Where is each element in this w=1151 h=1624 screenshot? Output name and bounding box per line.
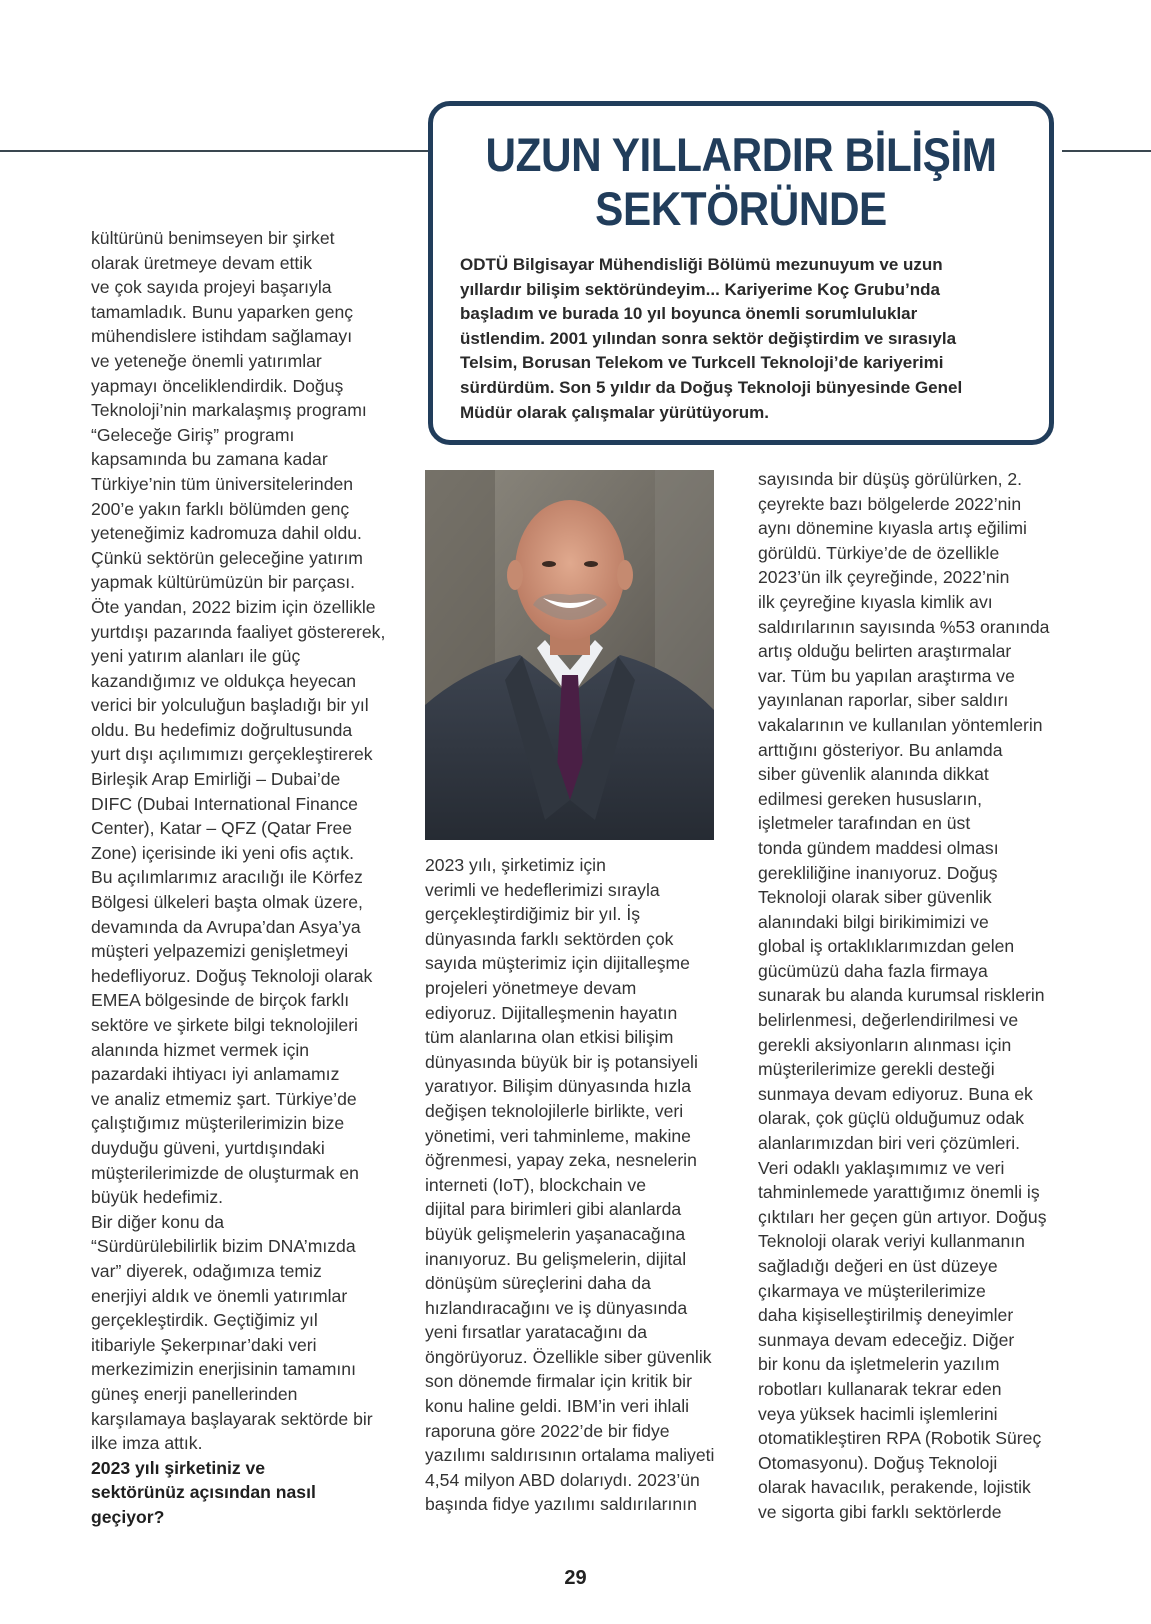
text-line: hedefliyoruz. Doğuş Teknoloji olarak: [91, 965, 373, 986]
text-line: sektörünüz açısından nasıl: [91, 1482, 316, 1503]
text-line: duyduğu güveni, yurtdışındaki: [91, 1137, 325, 1158]
text-line: son dönemde firmalar için kritik bir: [425, 1371, 692, 1392]
text-line: Teknoloji’nin markalaşmış programı: [91, 400, 367, 421]
text-line: sektöre ve şirkete bilgi teknolojileri: [91, 1015, 358, 1035]
text-line: müşteri yelpazemizi genişletmeyi: [91, 941, 349, 962]
text-line: ODTÜ Bilgisayar Mühendisliği Bölümü mezunuyum ve uzun: [460, 255, 943, 274]
text-line: gerçekleştirdik. Geçtiğimiz yıl: [91, 1310, 318, 1331]
text-line: verici bir yolculuğun başladığı bir yıl: [91, 695, 369, 716]
text-line: Bir diğer konu da: [91, 1211, 225, 1232]
text-column-1: [91, 226, 385, 1529]
text-line: pazardaki ihtiyacı iyi anlamamız: [91, 1064, 340, 1085]
text-line: veya yüksek hacimli işlemlerini: [758, 1403, 998, 1424]
text-line: oldu. Bu hedefimiz doğrultusunda: [91, 719, 353, 740]
text-line: sunmaya devam edeceğiz. Diğer: [758, 1329, 1015, 1350]
text-line: var” diyerek, odağımıza temiz: [91, 1260, 322, 1281]
text-line: “Sürdürülebilirlik bizim DNA’mızda: [91, 1236, 356, 1257]
text-line: yönetimi, veri tahminleme, makine: [425, 1125, 691, 1146]
callout-box: [428, 101, 1054, 445]
text-line: ilk çeyreğine kıyasla kimlik avı: [758, 591, 993, 612]
text-line: DIFC (Dubai International Finance: [91, 793, 358, 814]
text-line: dünyasında farklı sektörden çok: [425, 928, 674, 949]
text-line: edilmesi gereken hususların,: [758, 788, 982, 809]
text-line: otomatikleştiren RPA (Robotik Süreç: [758, 1428, 1042, 1449]
text-line: sağladığı değeri en üst düzeye: [758, 1256, 998, 1276]
text-line: alanında hizmet vermek için: [91, 1039, 310, 1060]
text-line: gerekli aksiyonların alınması için: [758, 1034, 1012, 1055]
text-line: 200’e yakın farklı bölümden genç: [91, 498, 350, 519]
text-line: Çünkü sektörün geleceğine yatırım: [91, 547, 363, 568]
text-line: ilke imza attık.: [91, 1433, 203, 1454]
title-line: SEKTÖRÜNDE: [595, 182, 887, 235]
text-line: verimli ve hedeflerimizi sırayla: [425, 879, 660, 900]
text-line: global iş ortaklıklarımızdan gelen: [758, 936, 1015, 957]
text-line: tamamladık. Bunu yaparken genç: [91, 301, 354, 322]
text-line: öngörüyoruz. Özellikle siber güvenlik: [425, 1346, 712, 1367]
text-line: görüldü. Türkiye’de de özellikle: [758, 542, 1000, 563]
text-line: Otomasyonu). Doğuş Teknoloji: [758, 1452, 998, 1473]
text-line: geçiyor?: [91, 1506, 165, 1527]
text-line: daha kişiselleştirilmiş deneyimler: [758, 1305, 1014, 1326]
text-line: ve çok sayıda projeyi başarıyla: [91, 277, 332, 298]
text-line: yeni yatırım alanları ile güç: [91, 646, 301, 667]
text-line: üstlendim. 2001 yılından sonra sektör değiştirdim ve sırasıyla: [460, 328, 957, 348]
text-line: ve analiz etmemiz şart. Türkiye’de: [91, 1088, 357, 1109]
text-line: tüm alanlarına olan etkisi bilişim: [425, 1027, 674, 1048]
title-line: UZUN YILLARDIR BİLİŞİM: [485, 128, 997, 181]
text-line: Telsim, Borusan Telekom ve Turkcell Teknoloji’de kariyerimi: [460, 353, 944, 373]
text-line: mühendislere istihdam sağlamayı: [91, 326, 353, 347]
text-line: Müdür olarak çalışmalar yürütüyorum.: [460, 402, 769, 422]
callout-intro: [460, 253, 1031, 425]
callout-title: [464, 128, 1018, 236]
text-line: güneş enerji panellerinden: [91, 1383, 298, 1404]
text-line: alanındaki bilgi birikimimizi ve: [758, 911, 989, 932]
text-line: projeleri yönetmeye devam: [425, 977, 637, 998]
text-line: çıktıları her geçen gün artıyor. Doğuş: [758, 1206, 1047, 1227]
text-line: Birleşik Arap Emirliği – Dubai’de: [91, 769, 341, 790]
text-line: gerçekleştirdiğimiz bir yıl. İş: [425, 904, 641, 925]
text-line: başladım ve burada 10 yıl boyunca önemli sorumluluklar: [460, 304, 918, 324]
text-column-2: [425, 853, 714, 1517]
text-line: Center), Katar – QFZ (Qatar Free: [91, 818, 353, 839]
text-line: Bu açılımlarımız aracılığı ile Körfez: [91, 867, 363, 888]
text-line: kazandığımız ve oldukça heyecan: [91, 670, 357, 691]
text-line: öğrenmesi, yapay zeka, nesnelerin: [425, 1150, 697, 1171]
text-line: sayıda müşterimiz için dijitalleşme: [425, 953, 690, 974]
top-rule-left: [0, 150, 428, 152]
text-line: dönüşüm süreçlerini daha da: [425, 1273, 651, 1294]
text-line: çıkarmaya ve müşterilerimize: [758, 1280, 986, 1301]
text-line: tahminlemede yarattığımız önemli iş: [758, 1182, 1040, 1203]
text-line: gerekliliğine inanıyoruz. Doğuş: [758, 862, 998, 883]
text-line: Veri odaklı yaklaşımımız ve veri: [758, 1157, 1005, 1178]
text-line: karşılamaya başlayarak sektörde bir: [91, 1408, 373, 1429]
text-line: 4,54 milyon ABD dolarıydı. 2023’ün: [425, 1469, 700, 1490]
text-line: yapmayı önceliklendirdik. Doğuş: [91, 375, 344, 396]
text-line: enerjiyi aldık ve önemli yatırımlar: [91, 1285, 348, 1306]
text-line: raporuna göre 2022’de bir fidye: [425, 1420, 670, 1441]
text-line: çeyrekte bazı bölgelerde 2022’nin: [758, 493, 1022, 514]
text-line: merkezimizin enerjisinin tamamını: [91, 1359, 356, 1380]
text-line: kültürünü benimseyen bir şirket: [91, 228, 335, 248]
text-line: arttığını gösteriyor. Bu anlamda: [758, 739, 1003, 760]
text-line: büyük hedefimiz.: [91, 1187, 224, 1208]
text-line: müşterilerimize gerekli desteği: [758, 1059, 995, 1080]
text-line: Zone) içerisinde iki yeni ofis açtık.: [91, 842, 355, 863]
text-line: interneti (IoT), blockchain ve: [425, 1174, 646, 1195]
text-line: olarak üretmeye devam ettik: [91, 252, 312, 273]
text-line: başında fidye yazılımı saldırılarının: [425, 1494, 697, 1515]
text-line: olarak havacılık, perakende, lojistik: [758, 1477, 1031, 1498]
text-line: yurt dışı açılımımızı gerçekleştirerek: [91, 744, 373, 765]
text-line: 2023 yılı, şirketimiz için: [425, 855, 606, 875]
text-line: var. Tüm bu yapılan araştırma ve: [758, 665, 1015, 686]
text-line: yeni fırsatlar yaratacağını da: [425, 1322, 647, 1343]
text-line: sunmaya devam ediyoruz. Buna ek: [758, 1083, 1033, 1104]
text-line: 2023 yılı şirketiniz ve: [91, 1457, 266, 1478]
text-line: yeteneğimiz kadromuza dahil oldu.: [91, 523, 362, 544]
text-line: yazılımı saldırısının ortalama maliyeti: [425, 1445, 715, 1466]
text-line: inanıyoruz. Bu gelişmelerin, dijital: [425, 1248, 687, 1269]
text-line: Teknoloji olarak siber güvenlik: [758, 887, 992, 908]
text-line: dijital para birimleri gibi alanlarda: [425, 1199, 682, 1220]
text-line: robotları kullanarak tekrar eden: [758, 1378, 1002, 1399]
text-line: hızlandıracağını ve iş dünyasında: [425, 1297, 688, 1318]
text-line: 2023’ün ilk çeyreğinde, 2022’nin: [758, 567, 1010, 588]
text-line: sunarak bu alanda kurumsal risklerin: [758, 985, 1045, 1006]
text-line: Öte yandan, 2022 bizim için özellikle: [91, 596, 376, 617]
text-line: bir konu da işletmelerin yazılım: [758, 1354, 1000, 1375]
text-line: sayısında bir düşüş görülürken, 2.: [758, 469, 1023, 489]
text-line: yaratıyor. Bilişim dünyasında hızla: [425, 1076, 691, 1097]
text-line: işletmeler tarafından en üst: [758, 813, 971, 834]
text-line: Türkiye’nin tüm üniversitelerinden: [91, 473, 354, 494]
text-line: yayınlanan raporlar, siber saldırı: [758, 690, 1009, 711]
text-line: tonda gündem maddesi olması: [758, 837, 999, 858]
text-line: yıllardır bilişim sektöründeyim... Kariyerime Koç Grubu’nda: [460, 279, 940, 299]
text-line: müşterilerimizde de oluşturmak en: [91, 1162, 359, 1183]
text-column-3: [758, 467, 1049, 1525]
text-line: itibariyle Şekerpınar’daki veri: [91, 1334, 317, 1355]
text-line: olarak, çok güçlü olduğumuz odak: [758, 1108, 1025, 1129]
text-line: siber güvenlik alanında dikkat: [758, 764, 989, 785]
text-line: artış olduğu belirten araştırmalar: [758, 641, 1012, 662]
text-line: saldırılarının sayısında %53 oranında: [758, 616, 1050, 637]
text-line: devamında da Avrupa’dan Asya’ya: [91, 916, 361, 937]
text-line: Bölgesi ülkeleri başta olmak üzere,: [91, 892, 363, 913]
text-line: yapmak kültürümüzün bir parçası.: [91, 572, 356, 593]
text-line: ve yeteneğe önemli yatırımlar: [91, 350, 322, 371]
text-line: kapsamında bu zamana kadar: [91, 449, 328, 470]
text-line: büyük gelişmelerin yaşanacağına: [425, 1223, 686, 1244]
text-line: değişen teknolojilerle birlikte, veri: [425, 1100, 684, 1121]
text-line: çalıştığımız müşterilerimizin bize: [91, 1113, 345, 1134]
text-line: “Geleceğe Giriş” programı: [91, 424, 295, 445]
text-line: Teknoloji olarak veriyi kullanmanın: [758, 1231, 1025, 1252]
text-line: ediyoruz. Dijitalleşmenin hayatın: [425, 1002, 678, 1023]
portrait-photo: [425, 470, 714, 840]
text-line: yurtdışı pazarında faaliyet göstererek,: [91, 621, 386, 642]
text-line: ve sigorta gibi farklı sektörlerde: [758, 1501, 1002, 1522]
top-rule-right: [1062, 150, 1151, 152]
text-line: EMEA bölgesinde de birçok farklı: [91, 990, 350, 1011]
text-line: konu haline geldi. IBM’in veri ihlali: [425, 1396, 690, 1417]
text-line: vakalarının ve kullanılan yöntemlerin: [758, 714, 1043, 735]
text-line: alanlarımızdan biri veri çözümleri.: [758, 1133, 1021, 1154]
text-line: aynı dönemine kıyasla artış eğilimi: [758, 518, 1027, 539]
text-line: belirlenmesi, değerlendirilmesi ve: [758, 1010, 1019, 1031]
text-line: sürdürdüm. Son 5 yıldır da Doğuş Teknoloji bünyesinde Genel: [460, 377, 963, 397]
text-line: dünyasında büyük bir iş potansiyeli: [425, 1051, 698, 1072]
page-number: 29: [564, 1567, 587, 1589]
text-line: gücümüzü daha fazla firmaya: [758, 960, 988, 981]
